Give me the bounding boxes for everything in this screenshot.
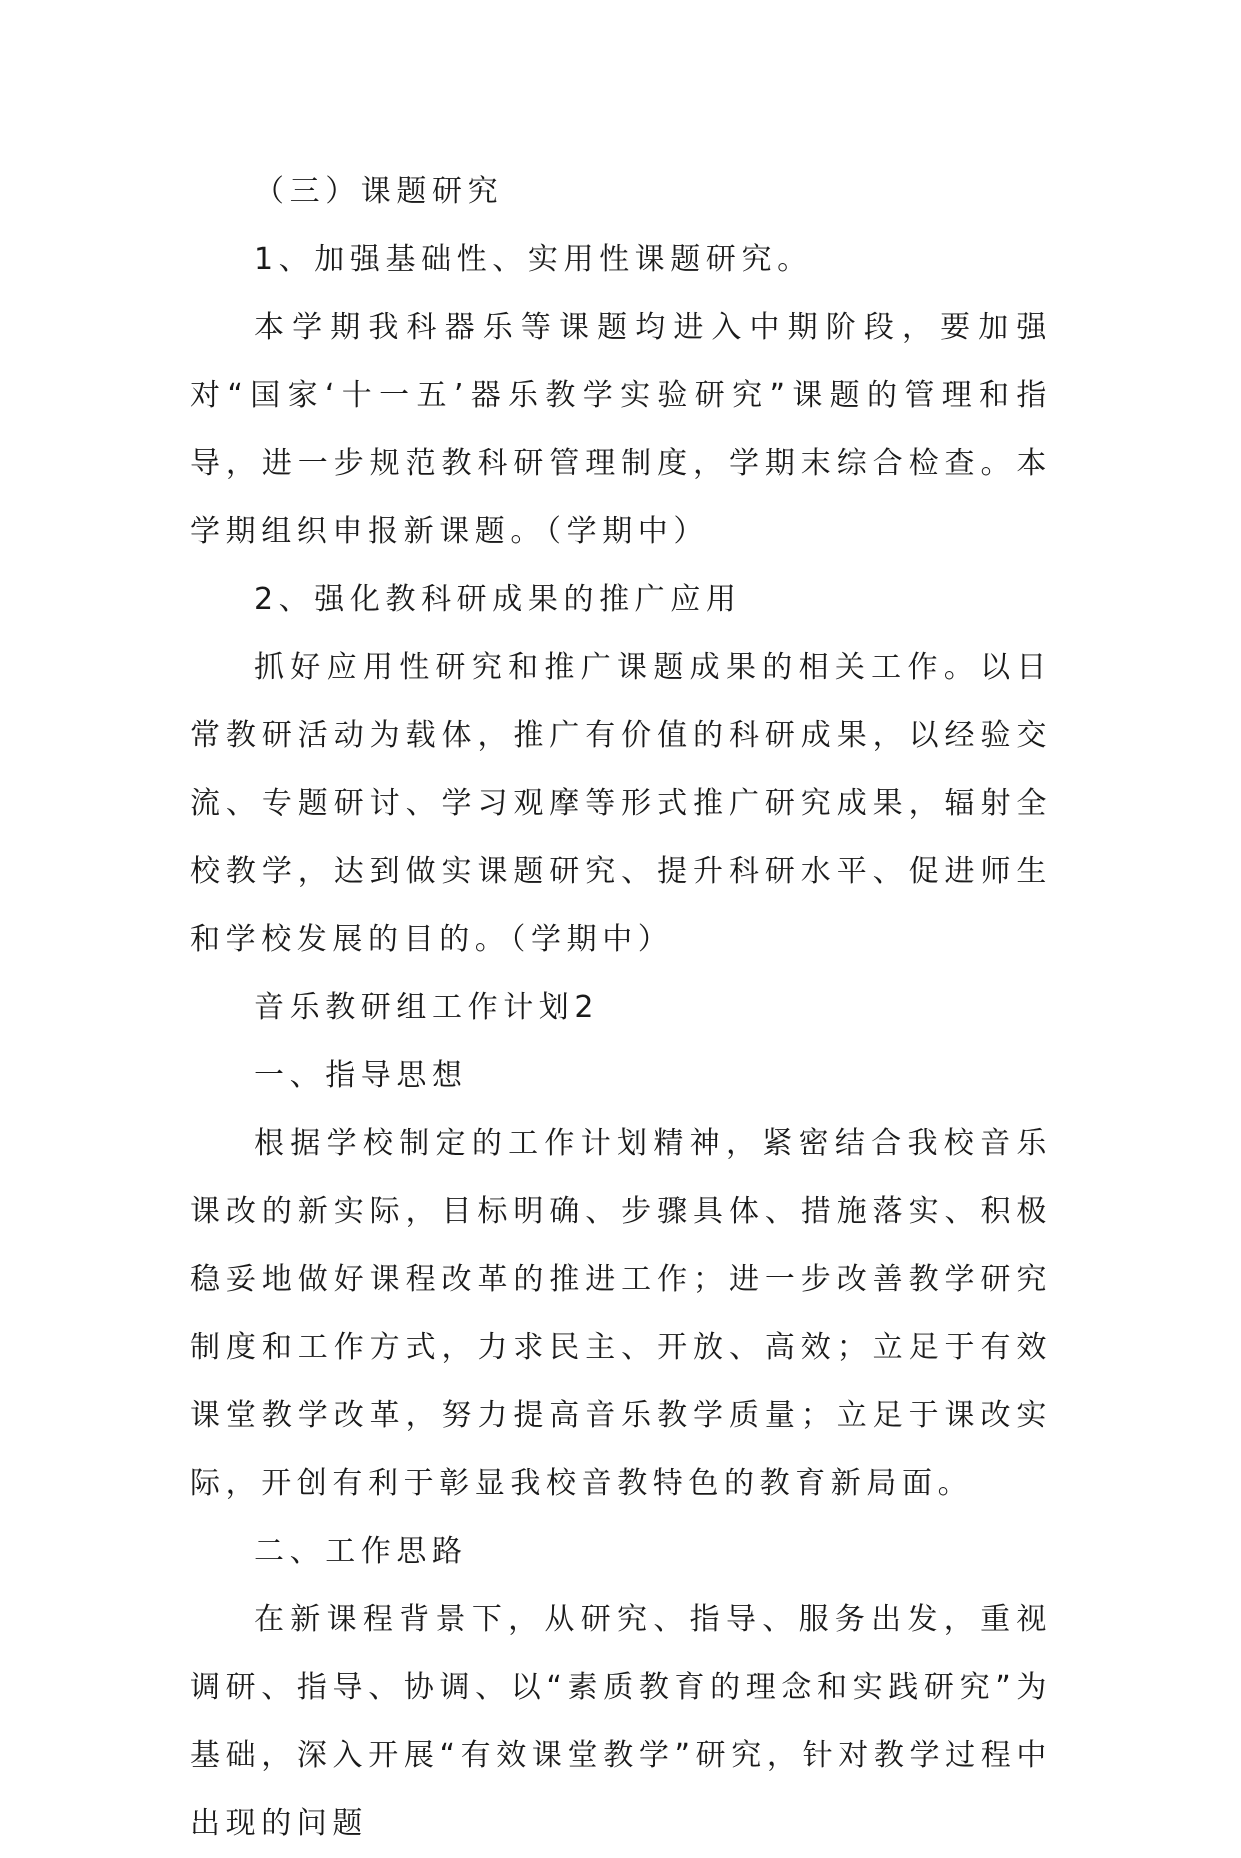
item-heading-2: 2、强化教科研成果的推广应用 [254,582,742,617]
plan-title: 音乐教研组工作计划2 [254,990,600,1025]
paragraph-guiding-ideology: 根据学校制定的工作计划精神，紧密结合我校音乐课改的新实际，目标明确、步骤具体、措施落实、积极稳妥地做好课程改革的推进工作；进一步改善教学研究制度和工作方式，力求民主、开放、高效；立足于有效课堂教学改革，努力提高音乐教学质量；立足于课改实际，开创有利于彰显我校音教特色的教育新局面。 [190,1126,1052,1501]
document-body [190,158,1052,1858]
item-heading-1: 1、加强基础性、实用性课题研究。 [254,242,813,277]
section-heading-research: （三）课题研究 [254,174,504,209]
paragraph-work-approach: 在新课程背景下，从研究、指导、服务出发，重视调研、指导、协调、以“素质教育的理念和实践研究”为基础，深入开展“有效课堂教学”研究，针对教学过程中出现的问题 [190,1602,1052,1841]
section-heading-guiding-ideology: 一、指导思想 [254,1058,468,1093]
paragraph-results-promotion: 抓好应用性研究和推广课题成果的相关工作。以日常教研活动为载体，推广有价值的科研成果，以经验交流、专题研讨、学习观摩等形式推广研究成果，辐射全校教学，达到做实课题研究、提升科研水平、促进师生和学校发展的目的。（学期中） [190,650,1052,957]
paragraph-research-management: 本学期我科器乐等课题均进入中期阶段，要加强对“国家‘十一五’器乐教学实验研究”课题的管理和指导，进一步规范教科研管理制度，学期末综合检查。本学期组织申报新课题。（学期中） [190,310,1052,549]
section-heading-work-approach: 二、工作思路 [254,1534,468,1569]
